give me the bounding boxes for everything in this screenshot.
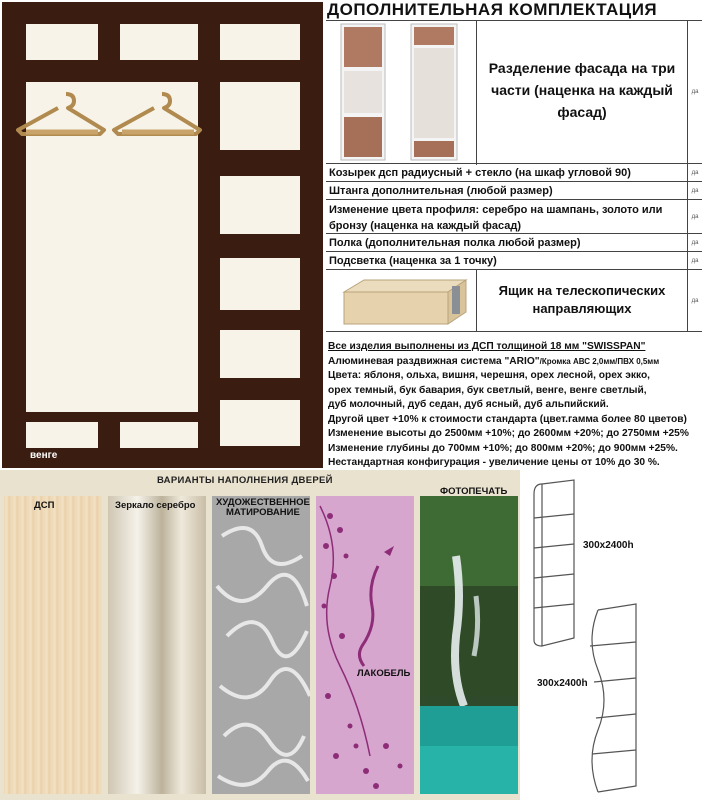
- note-system: Алюминевая раздвижная система "ARIO"/Кромка АВС 2,0мм/ПВХ 0,5мм: [328, 355, 660, 367]
- rack-size-label: 300х2400h: [583, 540, 634, 551]
- panel-frosted[interactable]: [212, 496, 310, 794]
- wardrobe-illustration: [2, 2, 323, 468]
- option-check[interactable]: да: [687, 252, 702, 269]
- panel-lacobel[interactable]: [316, 496, 414, 794]
- wardrobe-shelf: [220, 330, 300, 378]
- wardrobe-shelf: [220, 176, 300, 234]
- panel-photoprint[interactable]: [420, 496, 518, 794]
- facade-three-part-icon: [340, 23, 386, 161]
- note-material: Все изделия выполнены из ДСП толщиной 18 мм "SWISSPAN": [328, 341, 646, 352]
- wardrobe-bottom-box-left: [26, 422, 98, 448]
- product-notes: [328, 340, 704, 471]
- option-check[interactable]: да: [687, 234, 702, 251]
- wardrobe-top-shelf-middle: [120, 24, 198, 60]
- wardrobe-color-label: венге: [30, 450, 58, 461]
- wardrobe-shelf: [220, 82, 300, 150]
- option-check[interactable]: да: [687, 164, 702, 181]
- wardrobe-bottom-box-middle: [120, 422, 198, 448]
- note-other-color: Другой цвет +10% к стоимости стандарта (цвет.гамма более 80 цветов): [328, 413, 687, 425]
- fillings-heading: ВАРИАНТЫ НАПОЛНЕНИЯ ДВЕРЕЙ: [157, 475, 333, 486]
- wardrobe-top-shelf-right: [220, 24, 300, 60]
- option-row: Козырек дсп радиусный + стекло (на шкаф угловой 90) да: [326, 164, 702, 182]
- note-depth: Изменение глубины до 700мм +10%; до 800мм +20%; до 900мм +25%.: [328, 442, 678, 454]
- page-title: ДОПОЛНИТЕЛЬНАЯ КОМПЛЕКТАЦИЯ: [327, 0, 658, 19]
- drawer-text: Ящик на телескопических направляющих: [498, 283, 666, 316]
- rack-size-label: 300х2400h: [537, 678, 588, 689]
- note-colors: дуб молочный, дуб седан, дуб ясный, дуб альпийский.: [328, 399, 609, 410]
- panel-label: ХУДОЖЕСТВЕННОЕ МАТИРОВАНИЕ: [216, 497, 310, 518]
- panel-label: ДСП: [34, 500, 55, 511]
- option-row: Подсветка (наценка за 1 точку) да: [326, 252, 702, 270]
- panel-label: ФОТОПЕЧАТЬ: [440, 486, 508, 497]
- note-colors: орех темный, бук бавария, бук светлый, венге, венге светлый,: [328, 384, 647, 396]
- option-check[interactable]: да: [687, 270, 702, 331]
- hanger-icon: [14, 92, 110, 136]
- facade-split-text: Разделение фасада на три части (наценка на каждый фасад): [488, 60, 676, 120]
- note-nonstandard: Нестандартная конфигурация - увеличение цены от 10% до 30 %.: [328, 457, 660, 468]
- option-row: Полка (дополнительная полка любой размер) да: [326, 234, 702, 252]
- option-row-drawer: [326, 270, 702, 332]
- options-table: [326, 20, 702, 332]
- panel-dsp[interactable]: [4, 496, 102, 794]
- corner-rack-wavy: [584, 600, 644, 796]
- facade-mirror-icon: [410, 23, 458, 161]
- wardrobe-shelf: [220, 258, 300, 310]
- panel-label: ЛАКОБЕЛЬ: [357, 668, 411, 679]
- option-row: Изменение цвета профиля: серебро на шампань, золото или бронзу (наценка на каждый фасад) да: [326, 200, 702, 234]
- option-check[interactable]: да: [687, 182, 702, 199]
- drawer-icon: [340, 274, 470, 328]
- option-check[interactable]: да: [687, 21, 702, 163]
- panel-label: Зеркало серебро: [115, 500, 196, 511]
- hanger-icon: [110, 92, 206, 136]
- option-row: Штанга дополнительная (любой размер) да: [326, 182, 702, 200]
- note-colors: Цвета: яблоня, ольха, вишня, черешня, орех лесной, орех экко,: [328, 370, 650, 381]
- wardrobe-top-shelf-left: [26, 24, 98, 60]
- option-row-facade-split: [326, 20, 702, 164]
- corner-rack-straight: [532, 478, 584, 650]
- option-check[interactable]: да: [687, 200, 702, 233]
- wardrobe-shelf: [220, 400, 300, 446]
- note-height: Изменение высоты до 2500мм +10%; до 2600мм +20%; до 2750мм +25%: [328, 428, 689, 439]
- panel-mirror[interactable]: [108, 496, 206, 794]
